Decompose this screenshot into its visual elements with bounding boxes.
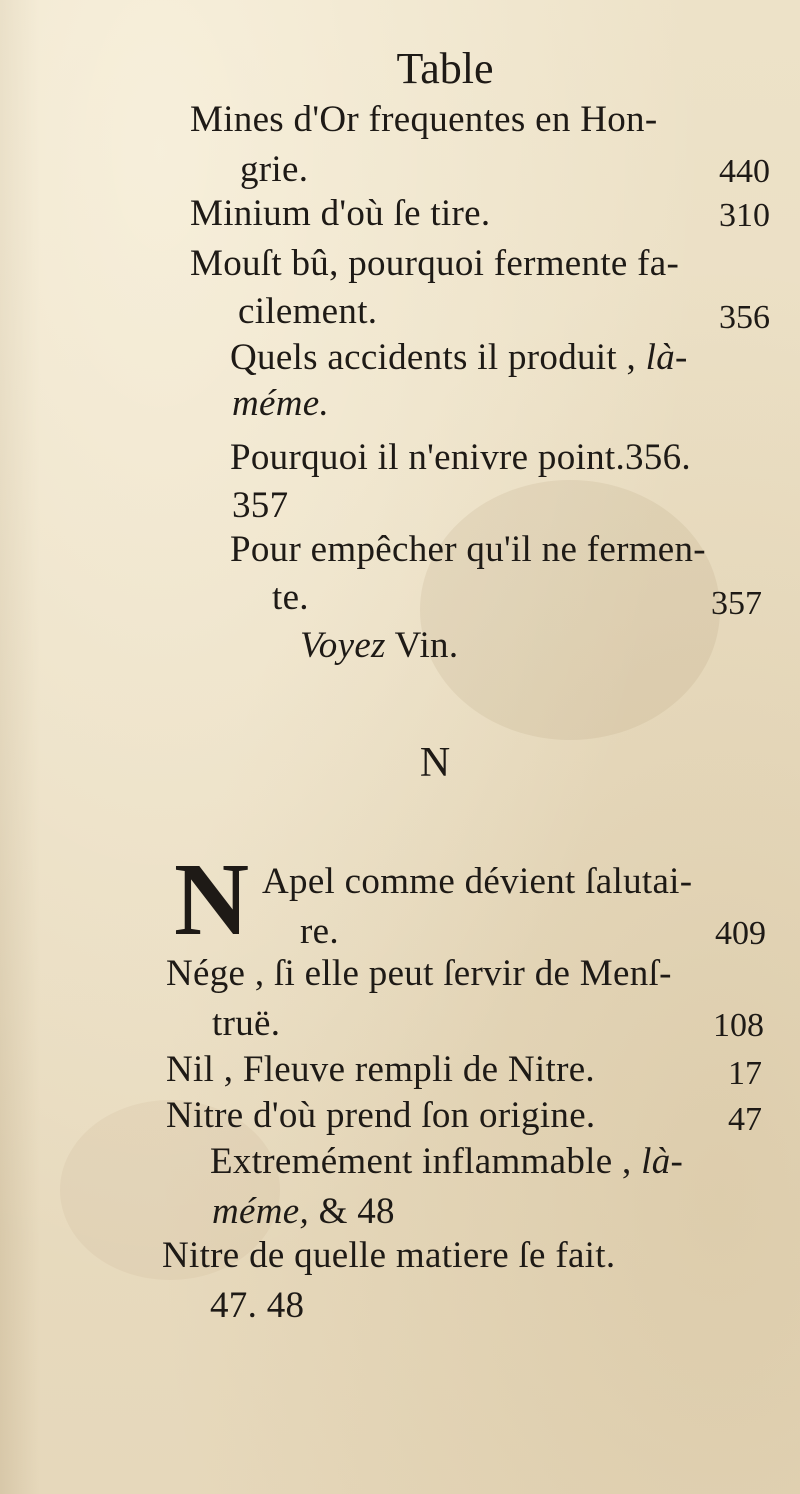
index-subentry-pourquoi-cont: 357 [232, 485, 289, 526]
index-entry-nitre-origine: Nitre d'où prend ſon origine. [166, 1095, 596, 1136]
index-entry-nitre-matiere-cont: 47. 48 [210, 1285, 305, 1326]
page-number: 47 [728, 1101, 762, 1138]
index-subentry-extremement [210, 1140, 683, 1184]
page-number: 357 [711, 585, 762, 622]
index-entry-mines: Mines d'Or frequentes en Hon- [190, 99, 658, 140]
index-entry-mines-cont: grie. [240, 149, 309, 190]
page-number: 310 [719, 197, 770, 234]
paper-stain [420, 480, 720, 740]
page-number: 440 [719, 153, 770, 190]
index-subentry-empecher-cont: te. [272, 577, 309, 618]
index-entry-moust-cont: cilement. [238, 291, 378, 332]
index-entry-nege-cont: truë. [212, 1003, 281, 1044]
subentry-ref: là- [641, 1141, 684, 1182]
page-number: 108 [713, 1007, 764, 1044]
index-subentry-empecher: Pour empêcher qu'il ne fermen- [230, 529, 706, 570]
index-entry-napel-cont: re. [300, 911, 339, 952]
page-number: 356 [719, 299, 770, 336]
index-subentry-extremement-cont [212, 1190, 395, 1234]
cross-reference-label: Voyez [300, 625, 386, 666]
subentry-ref: méme, [212, 1191, 310, 1232]
index-entry-moust: Mouſt bû, pourquoi fermente fa- [190, 243, 680, 284]
index-subentry-quels [230, 336, 688, 380]
index-entry-napel: Apel comme dévient ſalutai- [262, 861, 693, 902]
index-subentry-pourquoi: Pourquoi il n'enivre point.356. [230, 437, 691, 478]
index-entry-minium: Minium d'où ſe tire. [190, 193, 491, 234]
drop-cap: N [174, 842, 250, 957]
section-heading: N [419, 740, 451, 786]
cross-reference-target: Vin. [394, 625, 459, 666]
subentry-ref: là- [645, 337, 688, 378]
subentry-text: Quels accidents il produit , [230, 337, 637, 378]
index-subentry-quels-cont: méme. [232, 383, 330, 424]
index-entry-nege: Nége , ſi elle peut ſervir de Menſ- [166, 953, 672, 994]
running-header: Table [396, 44, 494, 93]
page-number: 17 [728, 1055, 762, 1092]
subentry-text: Extremément inflammable , [210, 1141, 632, 1182]
index-entry-nil: Nil , Fleuve rempli de Nitre. [166, 1049, 595, 1090]
index-entry-nitre-matiere: Nitre de quelle matiere ſe fait. [162, 1235, 616, 1276]
subentry-pages: & 48 [318, 1191, 395, 1232]
page-number: 409 [715, 915, 766, 952]
cross-reference [300, 624, 458, 668]
